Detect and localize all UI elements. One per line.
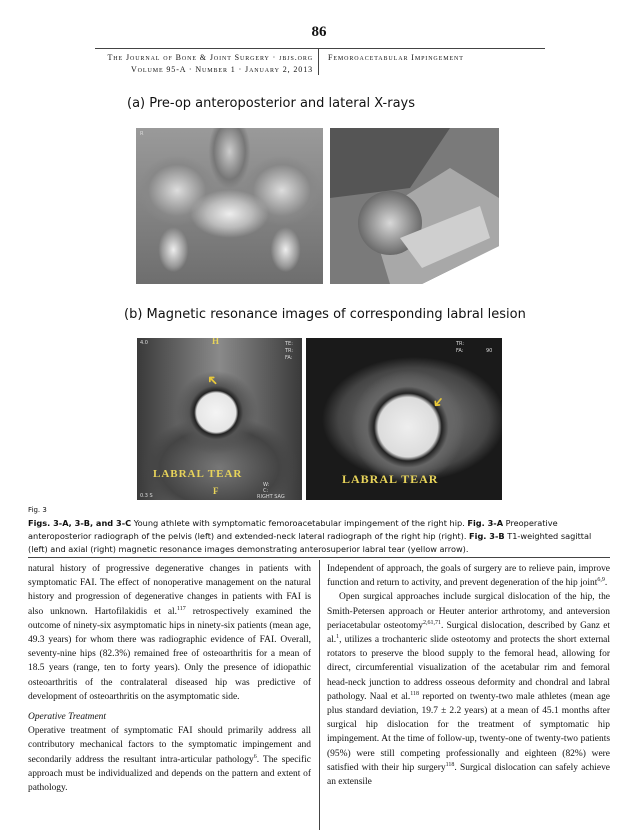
mri-ax-fa: FA: — [456, 348, 464, 354]
mri-sag-scale: 4.0 — [140, 340, 148, 346]
mri-sag-c: C: — [263, 488, 269, 494]
paragraph — [28, 724, 311, 795]
paragraph — [327, 562, 610, 590]
text: . — [604, 578, 608, 589]
right-column — [327, 562, 610, 789]
text: reported on twenty-two male athletes (mean age plus standard deviation, 19.7 ± 2.2 years) at a mean of 45.1 months after surgical hip dislocation for the treatment of symptomatic hip impingement. At the time of follow-up, twenty-one of twenty-two patients (95%) were still competing professionally and eighteen (82%) were satisfied with their hip surgery — [327, 691, 610, 773]
mri-ax-labral-tear: LABRAL TEAR — [342, 472, 439, 486]
mri-axial — [306, 338, 502, 500]
page-number: 86 — [311, 24, 327, 40]
mri-sag-orient-f: F — [213, 486, 220, 496]
header-divider — [318, 49, 319, 75]
labral-tear-arrow-icon: ➜ — [203, 370, 223, 390]
article-running-title: Femoroacetabular Impingement — [328, 53, 464, 62]
mri-sag-view: RIGHT SAG — [257, 494, 285, 500]
citation: 1 — [336, 633, 340, 640]
caption-fig-b-lead: Fig. 3-B — [469, 531, 505, 541]
journal-title: The Journal of Bone & Joint Surgery · jbjs.org — [107, 53, 313, 62]
text: natural history of progressive degenerative changes in patients with symptomatic FAI. The effect of nonoperative management on the natural history and progression of degenerative changes in patients with FAI is also unknown. Hartofilakidis et al. — [28, 564, 311, 617]
citation: 2,61,71 — [422, 619, 441, 626]
mri-sagittal — [137, 338, 302, 500]
citation: 118 — [410, 690, 420, 697]
caption-text-1: Young athlete with symptomatic femoroacetabular impingement of the right hip. — [131, 518, 468, 528]
journal-issue: Volume 95-A · Number 1 · January 2, 2013 — [131, 65, 313, 74]
caption-text-3: T1-weighted sagittal (left) and axial (right) magnetic resonance images demonstrating anterosuperior labral tear (yellow arrow). — [28, 531, 592, 554]
text: , utilizes a trochanteric slide osteotomy and protects the short external rotators to preserve the blood supply to the femoral head, allowing for direct, circumferential visualization of the acetabular rim and femoral head-neck junction to address osseous deformity and chondral and labral pathology. Naal et al. — [327, 635, 610, 702]
caption-fig-a-lead: Fig. 3-A — [467, 518, 504, 528]
mri-sag-te: TE: — [285, 341, 293, 347]
mri-ax-fa-value: 90 — [486, 348, 493, 354]
header-rule — [95, 48, 545, 49]
column-divider — [319, 560, 320, 830]
text: Open surgical approaches include surgical dislocation of the hip, the Smith-Petersen approach or Heuter anterior arthrotomy, and anteversion periacetabular osteotomy — [327, 592, 610, 631]
figure-caption — [28, 517, 610, 556]
mri-sag-orient-h: H — [212, 338, 221, 346]
mri-sag-labral-tear: LABRAL TEAR — [153, 468, 243, 480]
xray-lateral — [330, 128, 499, 284]
mri-sag-fa: FA: — [285, 355, 293, 361]
citation: 117 — [177, 605, 186, 612]
labral-tear-arrow-icon: ➜ — [427, 392, 448, 412]
text: Independent of approach, the goals of surgery are to relieve pain, improve function and return to activity, and prevent degeneration of the hip joint — [327, 564, 610, 589]
mri-sag-w: W: — [263, 482, 270, 488]
xray-corner-marker: R — [140, 131, 144, 137]
xray-anteroposterior — [136, 128, 323, 284]
paragraph — [28, 562, 311, 704]
mri-sag-tr: TR: — [285, 348, 294, 354]
text: . Surgical dislocation can safely achieve an extensile — [327, 762, 610, 788]
paragraph — [327, 590, 610, 789]
text: Operative treatment of symptomatic FAI should primarily address all contributory mechanical factors to the symptomatic impingement and secondarily address the resultant intra-articular pathology — [28, 726, 311, 765]
left-column — [28, 562, 311, 795]
figure-label-a: (a) Pre-op anteroposterior and lateral X-rays — [127, 96, 415, 111]
text: . The specific approach must be individualized and depends on the pattern and extent of pathology. — [28, 754, 311, 794]
figure-number: Fig. 3 — [28, 506, 47, 514]
section-title: Operative Treatment — [28, 712, 107, 723]
text: . Surgical dislocation, described by Ganz et al. — [327, 620, 611, 646]
text: retrospectively examined the outcome of ninety-six asymptomatic hips in ninety-six patients (mean age, 49.3 years) for whom there was radiographic evidence of FAI. Overall, seventy-nine hips (82.3%) remained free of osteoarthritis for a mean of 18.5 years (range, ten to forty years). Only the presence of idiopathic osteoarthritis of the contralateral diseased hip was predictive of development of osteoarthritis on the asymptomatic side. — [28, 606, 311, 702]
figure-label-b: (b) Magnetic resonance images of corresponding labral lesion — [124, 307, 526, 322]
mri-ax-tr: TR: — [456, 341, 465, 347]
citation: 118 — [445, 761, 455, 768]
mri-sag-bottom: 0.3 S — [140, 493, 153, 499]
journal-header — [107, 52, 313, 76]
body-rule — [28, 557, 610, 558]
caption-text-2: Preoperative anteroposterior radiograph of the pelvis (left) and extended-neck lateral radiograph of the right hip (right). — [28, 518, 558, 541]
caption-lead: Figs. 3-A, 3-B, and 3-C — [28, 518, 132, 528]
citation: 6,9 — [597, 577, 605, 584]
citation: 6 — [253, 753, 257, 760]
